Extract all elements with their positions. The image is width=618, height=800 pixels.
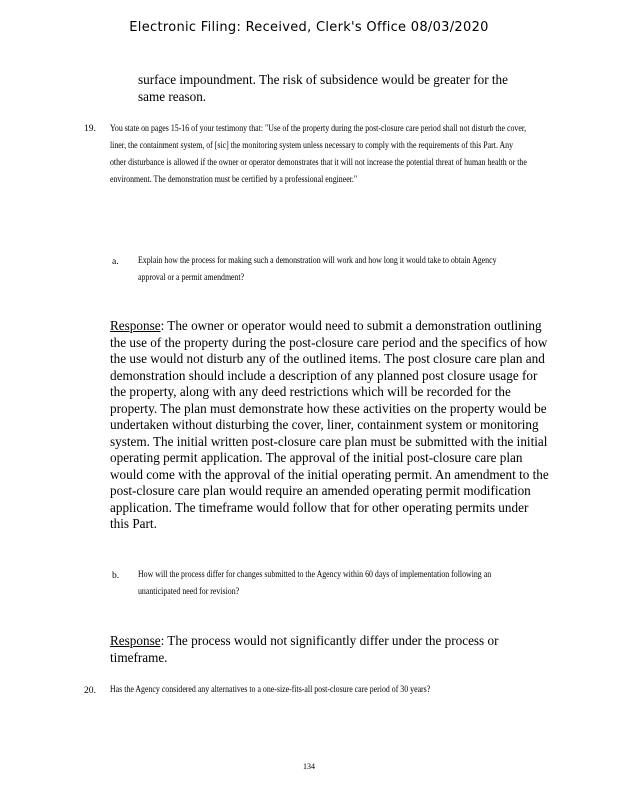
response-19a: [110, 318, 550, 533]
response-label: Response: [110, 633, 161, 648]
question-19-number: 19.: [84, 123, 96, 134]
response-label: Response: [110, 318, 161, 333]
question-19b-label: b.: [112, 570, 120, 581]
question-19-text: You state on pages 15-16 of your testimony that: "Use of the property during the post-closure care period shall not disturb the cover, liner, the containment system, of [sic] the monitoring system unless necessary to comply with the requirements of this Part. Any other disturbance is allowed if the owner or operator demonstrates that it will not increase the potential threat of human health or the environment. The demonstration must be certified by a professional engineer.": [110, 123, 527, 185]
question-19b-text: How will the process differ for changes submitted to the Agency within 60 days of implementation following an unanticipated need for revision?: [138, 569, 492, 597]
question-19a-text: Explain how the process for making such a demonstration will work and how long it would take to obtain Agency approval or a permit amendment?: [138, 255, 497, 283]
question-19a-label: a.: [112, 256, 119, 267]
page-number: 134: [303, 762, 315, 771]
response-19a-text: : The owner or operator would need to submit a demonstration outlining the use of the property during the post-closure care period and the specifics of how the use would not disturb any of the outlined items. The post closure care plan and demonstration should include a description of any planned post closure usage for the property, along with any deed restrictions which will be recorded for the property. The plan must demonstrate how these activities on the property would be undertaken without disturbing the cover, liner, containment system or monitoring system. The initial written post-closure care plan must be submitted with the initial operating permit application. The approval of the initial post-closure care plan would come with the approval of the initial operating permit. An amendment to the post-closure care plan would require an amended operating permit modification application. The timeframe would follow that for other operating permits under this Part.: [110, 318, 549, 531]
question-20-number: 20.: [84, 685, 96, 696]
question-20-text: Has the Agency considered any alternatives to a one-size-fits-all post-closure care period of 30 years?: [110, 684, 431, 695]
response-19b-text: : The process would not significantly differ under the process or timeframe.: [110, 633, 499, 665]
response-19b: [110, 633, 530, 666]
intro-paragraph: surface impoundment. The risk of subsidence would be greater for the same reason.: [138, 72, 508, 104]
electronic-filing-stamp: Electronic Filing: Received, Clerk's Office 08/03/2020: [129, 20, 489, 35]
